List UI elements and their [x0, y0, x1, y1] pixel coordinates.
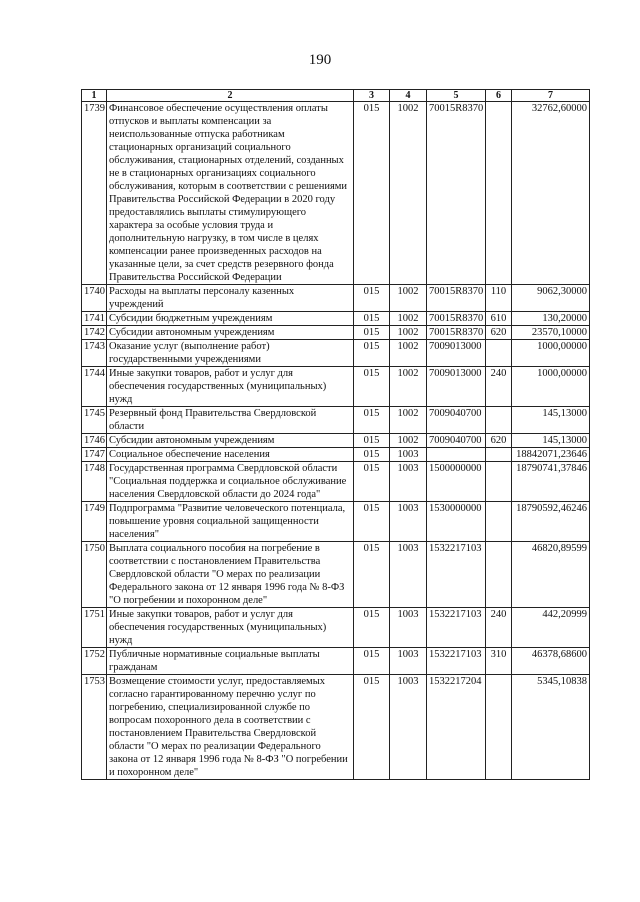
- header-col-4: 4: [390, 90, 427, 102]
- row-col-6: [486, 462, 512, 502]
- table-row: [82, 407, 590, 434]
- row-amount: 1000,00000: [512, 367, 590, 407]
- row-col-4: 1003: [390, 542, 427, 608]
- row-amount: 18790592,46246: [512, 502, 590, 542]
- row-number: 1746: [82, 434, 107, 448]
- row-number: 1751: [82, 608, 107, 648]
- row-name: Государственная программа Свердловской области "Социальная поддержка и социальное обслуживание населения Свердловской области до 2024 года": [107, 462, 354, 502]
- row-col-5: 7009013000: [427, 340, 486, 367]
- table-row: [82, 285, 590, 312]
- row-col-6: [486, 340, 512, 367]
- table-row: [82, 448, 590, 462]
- row-col-5: 1532217103: [427, 542, 486, 608]
- row-col-5: 70015R8370: [427, 326, 486, 340]
- row-number: 1744: [82, 367, 107, 407]
- row-col-3: 015: [354, 407, 390, 434]
- row-col-5: 1530000000: [427, 502, 486, 542]
- row-amount: 1000,00000: [512, 340, 590, 367]
- row-col-4: 1003: [390, 608, 427, 648]
- row-name: Подпрограмма "Развитие человеческого потенциала, повышение уровня социальной защищенности населения": [107, 502, 354, 542]
- header-col-5: 5: [427, 90, 486, 102]
- row-col-4: 1003: [390, 648, 427, 675]
- table-row: [82, 326, 590, 340]
- row-number: 1749: [82, 502, 107, 542]
- table-row: [82, 312, 590, 326]
- page-number: 190: [308, 52, 332, 68]
- header-col-3: 3: [354, 90, 390, 102]
- row-name: Субсидии автономным учреждениям: [107, 326, 354, 340]
- row-amount: 46820,89599: [512, 542, 590, 608]
- row-col-6: 240: [486, 608, 512, 648]
- row-amount: 130,20000: [512, 312, 590, 326]
- row-number: 1752: [82, 648, 107, 675]
- row-col-5: [427, 448, 486, 462]
- row-col-6: 240: [486, 367, 512, 407]
- row-name: Расходы на выплаты персоналу казенных учреждений: [107, 285, 354, 312]
- row-number: 1750: [82, 542, 107, 608]
- budget-table: [81, 89, 590, 780]
- row-col-3: 015: [354, 102, 390, 285]
- row-col-3: 015: [354, 462, 390, 502]
- row-col-3: 015: [354, 434, 390, 448]
- row-number: 1753: [82, 675, 107, 780]
- row-name: Резервный фонд Правительства Свердловской области: [107, 407, 354, 434]
- row-name: Оказание услуг (выполнение работ) государственными учреждениями: [107, 340, 354, 367]
- row-col-3: 015: [354, 448, 390, 462]
- header-col-1: 1: [82, 90, 107, 102]
- row-col-6: [486, 407, 512, 434]
- row-col-3: 015: [354, 542, 390, 608]
- header-col-7: 7: [512, 90, 590, 102]
- row-col-6: 110: [486, 285, 512, 312]
- table-row: [82, 434, 590, 448]
- row-amount: 18842071,23646: [512, 448, 590, 462]
- row-number: 1748: [82, 462, 107, 502]
- header-col-6: 6: [486, 90, 512, 102]
- row-col-5: 70015R8370: [427, 285, 486, 312]
- row-col-6: [486, 502, 512, 542]
- row-col-3: 015: [354, 648, 390, 675]
- row-col-5: 1532217204: [427, 675, 486, 780]
- row-col-3: 015: [354, 312, 390, 326]
- row-col-4: 1003: [390, 502, 427, 542]
- row-col-4: 1002: [390, 434, 427, 448]
- table-row: [82, 462, 590, 502]
- header-col-2: 2: [107, 90, 354, 102]
- row-col-4: 1002: [390, 407, 427, 434]
- row-name: Социальное обеспечение населения: [107, 448, 354, 462]
- row-amount: 442,20999: [512, 608, 590, 648]
- row-amount: 5345,10838: [512, 675, 590, 780]
- table-row: [82, 340, 590, 367]
- row-col-5: 1500000000: [427, 462, 486, 502]
- row-name: Субсидии бюджетным учреждениям: [107, 312, 354, 326]
- row-col-6: [486, 102, 512, 285]
- row-name: Возмещение стоимости услуг, предоставляемых согласно гарантированному перечню услуг по погребению, специализированной службе по вопросам похоронного дела в соответствии с постановлением Правительства Свердловской области "О мерах по реализации Федерального закона от 12 января 1996 года № 8-ФЗ "О погребении и похоронном деле": [107, 675, 354, 780]
- row-col-4: 1002: [390, 285, 427, 312]
- row-number: 1741: [82, 312, 107, 326]
- row-name: Иные закупки товаров, работ и услуг для обеспечения государственных (муниципальных) нужд: [107, 367, 354, 407]
- row-col-4: 1003: [390, 462, 427, 502]
- table-row: [82, 502, 590, 542]
- row-col-5: 70015R8370: [427, 312, 486, 326]
- row-col-5: 7009040700: [427, 434, 486, 448]
- row-number: 1745: [82, 407, 107, 434]
- row-col-6: 620: [486, 326, 512, 340]
- row-number: 1743: [82, 340, 107, 367]
- table-row: [82, 367, 590, 407]
- row-name: Иные закупки товаров, работ и услуг для обеспечения государственных (муниципальных) нужд: [107, 608, 354, 648]
- table-row: [82, 608, 590, 648]
- row-amount: 9062,30000: [512, 285, 590, 312]
- table-row: [82, 675, 590, 780]
- row-col-5: 1532217103: [427, 648, 486, 675]
- row-col-6: 620: [486, 434, 512, 448]
- row-col-4: 1003: [390, 448, 427, 462]
- row-amount: 23570,10000: [512, 326, 590, 340]
- row-col-6: 310: [486, 648, 512, 675]
- row-amount: 46378,68600: [512, 648, 590, 675]
- row-name: Выплата социального пособия на погребение в соответствии с постановлением Правительства Свердловской области "О мерах по реализации Федерального закона от 12 января 1996 года № 8-ФЗ "О погребении и похоронном деле": [107, 542, 354, 608]
- row-col-6: 610: [486, 312, 512, 326]
- row-col-3: 015: [354, 367, 390, 407]
- row-name: Субсидии автономным учреждениям: [107, 434, 354, 448]
- row-col-5: 7009013000: [427, 367, 486, 407]
- row-col-3: 015: [354, 326, 390, 340]
- table-row: [82, 648, 590, 675]
- row-col-5: 70015R8370: [427, 102, 486, 285]
- row-col-6: [486, 448, 512, 462]
- row-col-3: 015: [354, 502, 390, 542]
- row-number: 1747: [82, 448, 107, 462]
- table-row: [82, 542, 590, 608]
- row-name: Публичные нормативные социальные выплаты гражданам: [107, 648, 354, 675]
- row-col-4: 1002: [390, 340, 427, 367]
- row-amount: 32762,60000: [512, 102, 590, 285]
- row-col-3: 015: [354, 675, 390, 780]
- row-col-3: 015: [354, 340, 390, 367]
- table-row: [82, 102, 590, 285]
- row-col-3: 015: [354, 285, 390, 312]
- row-col-4: 1002: [390, 367, 427, 407]
- row-name: Финансовое обеспечение осуществления оплаты отпусков и выплаты компенсации за неиспользованные отпуска работникам стационарных организаций социального обслуживания, стационарных отделений, созданных не в стационарных организациях социального обслуживания, которым в соответствии с решениями Правительства Российской Федерации в 2020 году предоставлялись выплаты стимулирующего характера за особые условия труда и дополнительную нагрузку, в том числе в целях компенсации ранее произведенных расходов на указанные цели, за счет средств резервного фонда Правительства Российской Федерации: [107, 102, 354, 285]
- row-col-3: 015: [354, 608, 390, 648]
- row-col-4: 1002: [390, 102, 427, 285]
- row-col-4: 1002: [390, 312, 427, 326]
- row-col-4: 1002: [390, 326, 427, 340]
- row-col-6: [486, 542, 512, 608]
- row-amount: 145,13000: [512, 434, 590, 448]
- row-col-6: [486, 675, 512, 780]
- row-number: 1740: [82, 285, 107, 312]
- row-col-5: 1532217103: [427, 608, 486, 648]
- row-number: 1739: [82, 102, 107, 285]
- row-number: 1742: [82, 326, 107, 340]
- row-amount: 18790741,37846: [512, 462, 590, 502]
- header-row: [82, 90, 590, 102]
- row-col-4: 1003: [390, 675, 427, 780]
- row-col-5: 7009040700: [427, 407, 486, 434]
- row-amount: 145,13000: [512, 407, 590, 434]
